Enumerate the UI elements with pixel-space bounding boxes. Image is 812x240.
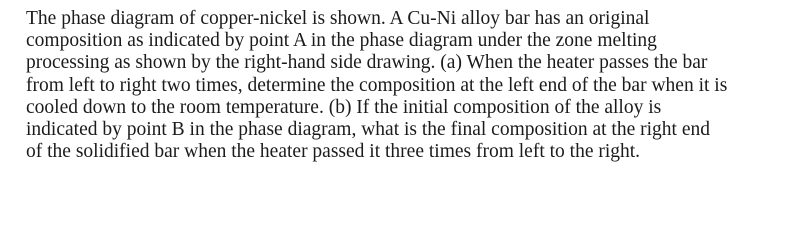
problem-line-4: from left to right two times, determine the composition at the left end of the bar when it is: [26, 74, 728, 96]
problem-line-7: of the solidified bar when the heater passed it three times from left to the right.: [26, 141, 641, 163]
problem-line-1: The phase diagram of copper-nickel is shown. A Cu-Ni alloy bar has an original: [26, 8, 650, 29]
problem-line-3: processing as shown by the right-hand side drawing. (a) When the heater passes the bar: [26, 52, 708, 74]
problem-line-5: cooled down to the room temperature. (b) If the initial composition of the alloy is: [26, 96, 662, 118]
problem-line-2: composition as indicated by point A in the phase diagram under the zone melting: [26, 30, 657, 52]
problem-line-6: indicated by point B in the phase diagram, what is the final composition at the right end: [26, 119, 710, 141]
